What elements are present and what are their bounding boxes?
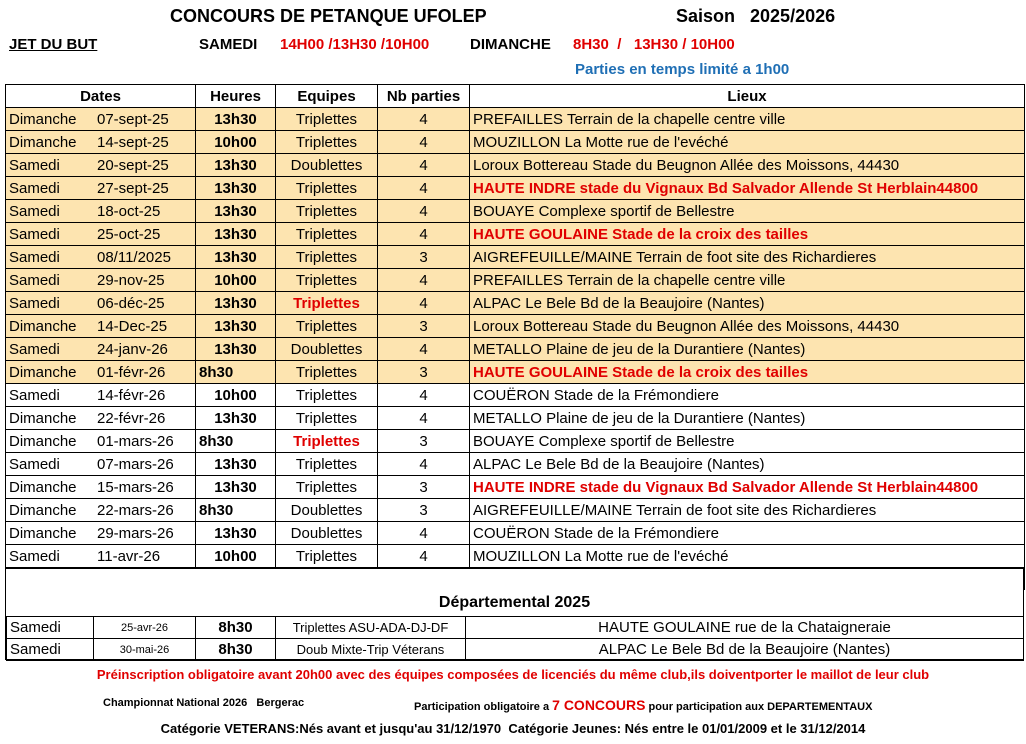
table-row — [6, 338, 1025, 361]
equipe-cell: Triplettes — [276, 292, 378, 315]
equipe-cell: Triplettes — [276, 407, 378, 430]
nb-parties-cell: 4 — [378, 407, 470, 430]
season-label: Saison 2025/2026 — [676, 6, 836, 26]
date-cell — [6, 545, 196, 568]
date-cell — [6, 223, 196, 246]
header-nb-parties: Nb parties — [378, 85, 470, 108]
participation-post: pour participation aux DEPARTEMENTAUX — [645, 701, 873, 713]
date-value: 07-sept-25 — [97, 110, 169, 128]
time-limit-note: Parties en temps limité a 1h00 — [575, 61, 790, 78]
equipe-cell: Triplettes — [276, 200, 378, 223]
date-value: 18-oct-25 — [97, 202, 161, 220]
equipe-cell: Triplettes — [276, 453, 378, 476]
date-value: 14-févr-26 — [97, 386, 166, 404]
lieu-cell: HAUTE INDRE stade du Vignaux Bd Salvador Allende St Herblain44800 — [470, 476, 1025, 499]
date-value: 29-nov-25 — [97, 271, 165, 289]
dimanche-label: DIMANCHE — [470, 36, 551, 53]
equipe-cell: Triplettes — [276, 430, 378, 453]
table-header-row — [6, 85, 1025, 108]
date-cell — [6, 430, 196, 453]
lieu-cell: BOUAYE Complexe sportif de Bellestre — [470, 430, 1025, 453]
nb-parties-cell: 4 — [378, 131, 470, 154]
lieu-cell: COUËRON Stade de la Frémondiere — [470, 384, 1025, 407]
heure-cell: 13h30 — [196, 108, 276, 131]
lieu-cell: HAUTE GOULAINE Stade de la croix des tailles — [470, 361, 1025, 384]
departemental-table — [6, 616, 1024, 661]
equipe-cell: Triplettes — [276, 545, 378, 568]
schedule-table — [5, 84, 1025, 590]
dimanche-hours: 8H30 / 13H30 / 10H00 — [573, 36, 735, 53]
day-name: Samedi — [9, 202, 60, 220]
date-cell — [6, 154, 196, 177]
date-cell — [6, 246, 196, 269]
nb-parties-cell: 4 — [378, 384, 470, 407]
table-row — [6, 108, 1025, 131]
dep-heure-cell: 8h30 — [196, 639, 276, 661]
date-cell — [6, 269, 196, 292]
nb-parties-cell: 4 — [378, 223, 470, 246]
lieu-cell: PREFAILLES Terrain de la chapelle centre ville — [470, 108, 1025, 131]
equipe-cell: Triplettes — [276, 476, 378, 499]
nb-parties-cell: 4 — [378, 522, 470, 545]
lieu-cell: METALLO Plaine de jeu de la Durantiere (Nantes) — [470, 407, 1025, 430]
page-title: CONCOURS DE PETANQUE UFOLEP — [170, 6, 487, 26]
lieu-cell: MOUZILLON La Motte rue de l'evéché — [470, 131, 1025, 154]
day-name: Samedi — [9, 455, 60, 473]
table-row — [6, 384, 1025, 407]
date-cell — [6, 200, 196, 223]
lieu-cell: BOUAYE Complexe sportif de Bellestre — [470, 200, 1025, 223]
heure-cell: 13h30 — [196, 292, 276, 315]
equipe-cell: Doublettes — [276, 338, 378, 361]
table-row — [6, 200, 1025, 223]
date-cell — [6, 522, 196, 545]
lieu-cell: HAUTE GOULAINE Stade de la croix des tailles — [470, 223, 1025, 246]
nb-parties-cell: 3 — [378, 315, 470, 338]
table-row — [6, 453, 1025, 476]
day-name: Dimanche — [9, 524, 77, 542]
lieu-cell: MOUZILLON La Motte rue de l'evéché — [470, 545, 1025, 568]
lieu-cell: Loroux Bottereau Stade du Beugnon Allée des Moissons, 44430 — [470, 154, 1025, 177]
table-row — [6, 522, 1025, 545]
header-dates: Dates — [6, 85, 196, 108]
equipe-cell: Triplettes — [276, 269, 378, 292]
day-name: Dimanche — [9, 478, 77, 496]
table-row — [6, 269, 1025, 292]
heure-cell: 13h30 — [196, 453, 276, 476]
preinscription-note: Préinscription obligatoire avant 20h00 avec des équipes composées de licenciés du même club,ils doiventporter le maillot de leur club — [96, 667, 930, 682]
nb-parties-cell: 3 — [378, 499, 470, 522]
dep-day-cell: Samedi — [7, 639, 94, 661]
table-row — [6, 407, 1025, 430]
heure-cell: 8h30 — [196, 361, 276, 384]
heure-cell: 13h30 — [196, 338, 276, 361]
table-row — [6, 499, 1025, 522]
date-value: 08/11/2025 — [97, 248, 171, 266]
equipe-cell: Triplettes — [276, 384, 378, 407]
dep-equipe-cell: Doub Mixte-Trip Véterans — [276, 639, 466, 661]
categories-note: Catégorie VETERANS:Nés avant et jusqu'au 31/12/1970 Catégorie Jeunes: Nés entre le 01/01/2009 et le 31/12/2014 — [160, 721, 866, 736]
heure-cell: 13h30 — [196, 407, 276, 430]
lieu-cell: AIGREFEUILLE/MAINE Terrain de foot site des Richardieres — [470, 499, 1025, 522]
dep-lieu-cell: ALPAC Le Bele Bd de la Beaujoire (Nantes) — [466, 639, 1024, 661]
day-name: Samedi — [9, 225, 60, 243]
heure-cell: 10h00 — [196, 269, 276, 292]
lieu-cell: METALLO Plaine de jeu de la Durantiere (Nantes) — [470, 338, 1025, 361]
dep-equipe-cell: Triplettes ASU-ADA-DJ-DF — [276, 617, 466, 639]
table-row — [6, 361, 1025, 384]
heure-cell: 10h00 — [196, 131, 276, 154]
nb-parties-cell: 3 — [378, 246, 470, 269]
lieu-cell: Loroux Bottereau Stade du Beugnon Allée des Moissons, 44430 — [470, 315, 1025, 338]
header-equipes: Equipes — [276, 85, 378, 108]
table-row — [6, 292, 1025, 315]
heure-cell: 10h00 — [196, 545, 276, 568]
jet-du-but-label: JET DU BUT — [9, 36, 98, 53]
date-cell — [6, 476, 196, 499]
nb-parties-cell: 4 — [378, 177, 470, 200]
date-value: 01-févr-26 — [97, 363, 166, 381]
nb-parties-cell: 3 — [378, 361, 470, 384]
heure-cell: 10h00 — [196, 384, 276, 407]
date-cell — [6, 453, 196, 476]
nb-parties-cell: 4 — [378, 338, 470, 361]
table-row — [6, 154, 1025, 177]
date-value: 25-oct-25 — [97, 225, 161, 243]
heure-cell: 13h30 — [196, 476, 276, 499]
date-value: 24-janv-26 — [97, 340, 168, 358]
date-value: 29-mars-26 — [97, 524, 174, 542]
nb-parties-cell: 4 — [378, 292, 470, 315]
date-value: 11-avr-26 — [97, 547, 161, 565]
date-value: 22-mars-26 — [97, 501, 174, 519]
heure-cell: 13h30 — [196, 177, 276, 200]
heure-cell: 13h30 — [196, 200, 276, 223]
nb-parties-cell: 4 — [378, 154, 470, 177]
equipe-cell: Doublettes — [276, 154, 378, 177]
lieu-cell: HAUTE INDRE stade du Vignaux Bd Salvador Allende St Herblain44800 — [470, 177, 1025, 200]
lieu-cell: ALPAC Le Bele Bd de la Beaujoire (Nantes) — [470, 292, 1025, 315]
date-cell — [6, 407, 196, 430]
heure-cell: 13h30 — [196, 246, 276, 269]
day-name: Dimanche — [9, 409, 77, 427]
departemental-row — [7, 639, 1024, 661]
day-name: Dimanche — [9, 432, 77, 450]
date-value: 06-déc-25 — [97, 294, 165, 312]
date-value: 14-sept-25 — [97, 133, 169, 151]
day-name: Samedi — [9, 386, 60, 404]
lieu-cell: ALPAC Le Bele Bd de la Beaujoire (Nantes) — [470, 453, 1025, 476]
date-cell — [6, 315, 196, 338]
dep-day-cell: Samedi — [7, 617, 94, 639]
table-row — [6, 430, 1025, 453]
header-lieux: Lieux — [470, 85, 1025, 108]
day-name: Dimanche — [9, 317, 77, 335]
day-name: Dimanche — [9, 133, 77, 151]
day-name: Dimanche — [9, 363, 77, 381]
heure-cell: 8h30 — [196, 430, 276, 453]
heure-cell: 8h30 — [196, 499, 276, 522]
participation-count: 7 CONCOURS — [552, 697, 646, 713]
championnat-note: Championnat National 2026 Bergerac — [103, 697, 305, 709]
day-name: Samedi — [9, 294, 60, 312]
date-value: 15-mars-26 — [97, 478, 174, 496]
date-cell — [6, 361, 196, 384]
equipe-cell: Triplettes — [276, 108, 378, 131]
table-row — [6, 315, 1025, 338]
dep-date-cell: 30-mai-26 — [94, 639, 196, 661]
equipe-cell: Triplettes — [276, 315, 378, 338]
date-value: 14-Dec-25 — [97, 317, 168, 335]
nb-parties-cell: 4 — [378, 453, 470, 476]
day-name: Samedi — [9, 156, 60, 174]
table-row — [6, 131, 1025, 154]
date-cell — [6, 384, 196, 407]
header-heures: Heures — [196, 85, 276, 108]
dep-heure-cell: 8h30 — [196, 617, 276, 639]
nb-parties-cell: 3 — [378, 430, 470, 453]
lieu-cell: COUËRON Stade de la Frémondiere — [470, 522, 1025, 545]
nb-parties-cell: 4 — [378, 269, 470, 292]
date-value: 27-sept-25 — [97, 179, 169, 197]
table-row — [6, 177, 1025, 200]
lieu-cell: AIGREFEUILLE/MAINE Terrain de foot site des Richardieres — [470, 246, 1025, 269]
dep-date-cell: 25-avr-26 — [94, 617, 196, 639]
day-name: Samedi — [9, 340, 60, 358]
nb-parties-cell: 4 — [378, 545, 470, 568]
date-value: 22-févr-26 — [97, 409, 166, 427]
date-cell — [6, 338, 196, 361]
nb-parties-cell: 4 — [378, 200, 470, 223]
equipe-cell: Triplettes — [276, 246, 378, 269]
day-name: Samedi — [9, 248, 60, 266]
equipe-cell: Doublettes — [276, 499, 378, 522]
nb-parties-cell: 4 — [378, 108, 470, 131]
departemental-row — [7, 617, 1024, 639]
dep-lieu-cell: HAUTE GOULAINE rue de la Chataigneraie — [466, 617, 1024, 639]
heure-cell: 13h30 — [196, 315, 276, 338]
date-cell — [6, 177, 196, 200]
lieu-cell: PREFAILLES Terrain de la chapelle centre ville — [470, 269, 1025, 292]
departemental-title: Départemental 2025 — [438, 594, 591, 611]
day-name: Dimanche — [9, 110, 77, 128]
equipe-cell: Triplettes — [276, 361, 378, 384]
date-value: 01-mars-26 — [97, 432, 174, 450]
equipe-cell: Triplettes — [276, 223, 378, 246]
samedi-label: SAMEDI — [199, 36, 258, 53]
day-name: Samedi — [9, 179, 60, 197]
nb-parties-cell: 3 — [378, 476, 470, 499]
samedi-hours: 14H00 /13H30 /10H00 — [280, 36, 430, 53]
day-name: Dimanche — [9, 501, 77, 519]
heure-cell: 13h30 — [196, 522, 276, 545]
participation-note — [414, 697, 872, 713]
heure-cell: 13h30 — [196, 154, 276, 177]
date-value: 20-sept-25 — [97, 156, 169, 174]
table-row — [6, 545, 1025, 568]
table-row — [6, 476, 1025, 499]
date-cell — [6, 499, 196, 522]
heure-cell: 13h30 — [196, 223, 276, 246]
date-value: 07-mars-26 — [97, 455, 174, 473]
equipe-cell: Triplettes — [276, 177, 378, 200]
date-cell — [6, 292, 196, 315]
departemental-section — [5, 568, 1024, 660]
equipe-cell: Doublettes — [276, 522, 378, 545]
table-row — [6, 223, 1025, 246]
equipe-cell: Triplettes — [276, 131, 378, 154]
date-cell — [6, 131, 196, 154]
table-row — [6, 246, 1025, 269]
participation-pre: Participation obligatoire a — [414, 701, 553, 713]
day-name: Samedi — [9, 271, 60, 289]
day-name: Samedi — [9, 547, 60, 565]
date-cell — [6, 108, 196, 131]
